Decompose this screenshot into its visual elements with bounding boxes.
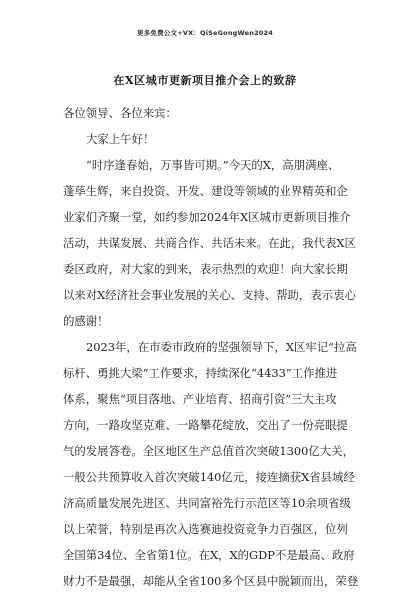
body-line: 一般公共预算收入首次突破140亿元，接连摘获X省县域经 xyxy=(63,470,355,484)
body-line: 财力不是最强，却能从全省100多个区县中脱颖而出，荣登 xyxy=(63,574,359,588)
body-line: 济高质量发展先进区、共同富裕先行示范区等10余项省级 xyxy=(63,496,351,510)
document-body xyxy=(63,100,363,594)
body-line: 蓬荜生辉，来自投资、开发、建设等领域的业界精英和企 xyxy=(63,184,348,198)
body-line: 以上荣誉，特别是再次入选赛迪投资竞争力百强区，位列 xyxy=(63,522,348,536)
body-line: 以来对X经济社会事业发展的关心、支持、帮助，表示衷心 xyxy=(63,288,356,302)
body-line: 方向，一路攻坚克难、一路攀花绽放，交出了一份亮眼提 xyxy=(63,418,348,432)
body-line: 大家上午好！ xyxy=(86,132,155,146)
body-line: 标杆、勇挑大梁”工作要求，持续深化“4433”工作推进 xyxy=(63,366,338,380)
body-line: 体系，聚焦“项目落地、产业培育、招商引资”三大主攻 xyxy=(63,392,337,406)
body-line: 委区政府，对大家的到来，表示热烈的欢迎！向大家长期 xyxy=(63,262,348,276)
header-note: 更多免费公文+VX：QiSeGongWen2024 xyxy=(137,29,273,37)
body-line: 各位领导、各位来宾： xyxy=(63,106,177,120)
body-line: 的感谢！ xyxy=(63,314,109,328)
document-title: 在X区城市更新项目推介会上的致辞 xyxy=(113,74,297,87)
body-line: 全国第34位、全省第1位。在X，X的GDP不是最高、政府 xyxy=(63,548,355,562)
body-line: “时序逢春始，万事皆可期。”今天的X，高朋满座、 xyxy=(86,158,340,172)
body-line: 活动，共谋发展、共商合作、共话未来。在此，我代表X区 xyxy=(63,236,356,250)
body-line: 2023年，在市委市政府的坚强领导下，X区牢记“拉高 xyxy=(86,340,357,354)
body-line: 气的发展答卷。全区地区生产总值首次突破1300亿大关， xyxy=(63,444,354,458)
body-line: 业家们齐聚一堂，如约参加2024年X区城市更新项目推介 xyxy=(63,210,351,224)
